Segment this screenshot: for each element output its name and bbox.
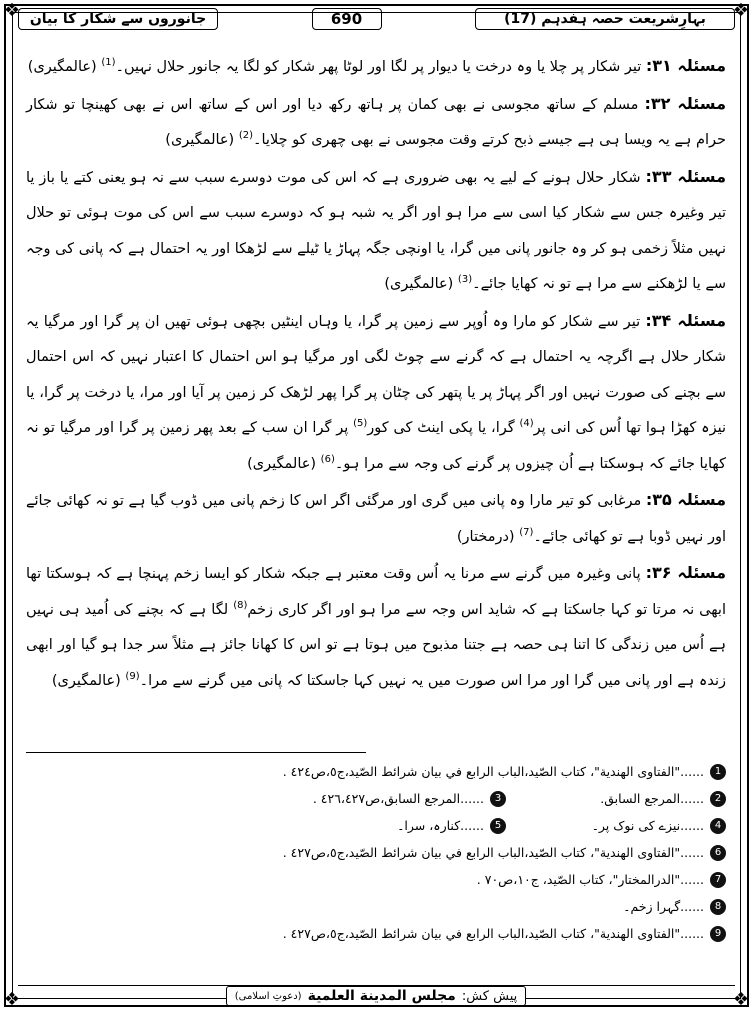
footnote-text: ......"الفتاوى الهندية"، كتاب الصّيد،الباب الرابع في بيان شرائط الصّيد،ج٥،ص٤٢٤ . bbox=[282, 764, 704, 779]
footnote-8 bbox=[26, 893, 726, 920]
footnote-ref: (9) bbox=[125, 670, 140, 682]
corner-ornament-icon: ❖ bbox=[3, 0, 21, 21]
publisher-name: مجلس المدينة العلمية bbox=[307, 988, 456, 1004]
footnote-3 bbox=[286, 791, 506, 807]
footnote-ref: (1) bbox=[101, 57, 116, 69]
footnote-text: ......"الفتاوى الهندية"، كتاب الصّيد،الباب الرابع في بيان شرائط الصّيد،ج٥،ص٤٢٧ . bbox=[282, 845, 704, 860]
footnote-text: ......گہرا زخم۔ bbox=[623, 899, 704, 914]
footnote-ref: (7) bbox=[519, 526, 534, 538]
page-number: 690 bbox=[312, 8, 382, 30]
masala-text: پانی وغیرہ میں گرنے سے مرنا یہ اُس وقت معتبر ہے جبکہ شکار کو ایسا زخم پہنچا ہے کہ ہوسکتا تھا ابھی نہ مرتا تو کہا جاسکتا ہے کہ شاید اس وجہ سے مرا ہو اور اگر کاری زخم bbox=[26, 566, 726, 618]
masala-33 bbox=[26, 159, 726, 303]
footnote-row bbox=[26, 785, 726, 812]
masala-source: (عالمگیری) bbox=[27, 59, 97, 75]
masala-34 bbox=[26, 303, 726, 483]
masala-source: (درمختار) bbox=[456, 528, 515, 545]
corner-ornament-icon: ❖ bbox=[732, 989, 750, 1010]
masala-text-2: گرا، یا پکی اینٹ کی کور bbox=[367, 420, 515, 436]
masala-source: (عالمگیری) bbox=[51, 672, 121, 689]
masala-source: (عالمگیری) bbox=[247, 455, 317, 472]
footnote-divider bbox=[26, 752, 366, 753]
masala-text-3: پر گرا ان سب کے بعد پھر زمین پر گرا اور مرگیا تو نہ کھایا جائے کہ ہوسکتا ہے اُن چیزوں پر گرنے کی وجہ سے مرا ہو۔ bbox=[26, 420, 726, 472]
footnote-ref: (5) bbox=[353, 418, 368, 430]
footnote-number: 4 bbox=[710, 818, 726, 834]
chapter-title: جانوروں سے شکار کا بیان bbox=[18, 8, 218, 30]
masala-text: مسلم کے ساتھ مجوسی نے بھی کمان پر ہاتھ رکھ دیا اور اس کے ساتھ اس نے بھی کھینچا تو شکار حرام ہے یہ ویسا ہی ہے جیسے ذبح کرتے وقت مجوسی نے بھی چھری کو چلایا۔ bbox=[26, 96, 726, 148]
footnote-text: ......"الفتاوى الهندية"، كتاب الصّيد،الباب الرابع في بيان شرائط الصّيد،ج٥،ص٤٢٧ . bbox=[282, 926, 704, 941]
main-text bbox=[26, 48, 726, 699]
masala-label: مسئلہ ۳۱: bbox=[645, 56, 726, 75]
footnote-text: ......"الدرالمختار"، كتاب الصّيد، ج١٠،ص٧٠ . bbox=[476, 872, 704, 887]
footnote-5 bbox=[286, 818, 506, 834]
footnote-number: 9 bbox=[710, 926, 726, 942]
masala-32 bbox=[26, 86, 726, 159]
corner-ornament-icon: ❖ bbox=[3, 989, 21, 1010]
book-title: بہارِشریعت حصہ ہفدہم (17) bbox=[475, 8, 735, 30]
masala-label: مسئلہ ۳۶: bbox=[645, 563, 726, 582]
footer-prefix: پیش کش: bbox=[461, 988, 518, 1004]
masala-text: تیر سے شکار کو مارا وہ اُوپر سے زمین پر گرا، یا وہاں اینٹیں بچھی ہوئی تھیں ان پر گرا اور مرگیا یہ شکار حلال ہے اگرچہ یہ احتمال ہے کہ گرنے سے چوٹ لگی اور مرگیا ہو اس احتمال کا اعتبار نہیں کہ اس احتمال سے بچنے کی صورت نہیں اور اگر پہاڑ پر یا پتھر کی چٹان پر گرا پھر لڑھک کر زمین پر آیا اور مرا، یا درخت پر گرا، یا نیزہ کھڑا ہوا تھا اُس کی انی پر bbox=[26, 313, 727, 436]
footnote-text: ......المرجع السابق. bbox=[600, 791, 704, 806]
masala-36 bbox=[26, 555, 726, 699]
corner-ornament-icon: ❖ bbox=[732, 0, 750, 21]
masala-text: شکار حلال ہونے کے لیے یہ بھی ضروری ہے کہ اس کی موت دوسرے سبب سے نہ ہو یعنی کتے یا باز یا تیر وغیرہ جس سے شکار کیا اسی سے مرا ہو اور اگر یہ شبہ ہو کہ دوسرے سبب سے اس کی موت ہوئی تو حلال نہیں مثلاً زخمی ہو کر وہ جانور پانی میں گرا، یا اونچی جگہ پہاڑ یا ٹیلے سے لڑھکا اور یہ احتمال ہے کہ پانی کی وجہ سے یا لڑھکنے سے مرا ہے تو نہ کھایا جائے۔ bbox=[26, 169, 726, 292]
masala-label: مسئلہ ۳۲: bbox=[644, 93, 726, 113]
masala-35 bbox=[26, 482, 726, 555]
page-header bbox=[18, 6, 735, 32]
masala-source: (عالمگیری) bbox=[165, 132, 235, 148]
footnote-6 bbox=[26, 839, 726, 866]
footnote-4 bbox=[506, 818, 726, 834]
masala-31 bbox=[26, 48, 726, 86]
footnote-number: 2 bbox=[710, 791, 726, 807]
footnote-ref: (6) bbox=[320, 453, 335, 465]
footnote-ref: (4) bbox=[519, 418, 534, 430]
masala-text: مرغابی کو تیر مارا وہ پانی میں گری اور مرگئی اگر اس کا زخم پانی میں ڈوب گیا ہے تو نہ کھائی جائے اور نہیں ڈوبا ہے تو کھائی جائے۔ bbox=[26, 493, 726, 545]
footnote-number: 5 bbox=[490, 818, 506, 834]
footnote-9 bbox=[26, 920, 726, 947]
masala-text-2: لگا ہے کہ بچنے کی اُمید ہی نہیں ہے اُس میں زندگی کا اتنا ہی حصہ ہے جتنا مذبوح میں ہوتا ہے تو اس کا کھانا جائز ہے مثلاً سر جدا ہو گیا اور ابھی زندہ ہے اور پانی میں گرا اور مرا اس صورت میں یہ نہیں کہا جاسکتا کہ پانی میں گرنے سے مرا۔ bbox=[26, 601, 726, 689]
publisher-footer bbox=[226, 986, 526, 1006]
masala-label: مسئلہ ۳۵: bbox=[645, 490, 727, 509]
footnote-number: 7 bbox=[710, 872, 726, 888]
footnote-ref: (2) bbox=[238, 130, 254, 142]
footnotes bbox=[26, 758, 726, 947]
footnote-row bbox=[26, 812, 726, 839]
footnote-2 bbox=[506, 791, 726, 807]
footnote-number: 6 bbox=[710, 845, 726, 861]
footnote-7 bbox=[26, 866, 726, 893]
footnote-text: ......المرجع السابق،ص٤٢٦،٤٢٧ . bbox=[312, 791, 484, 806]
masala-source: (عالمگیری) bbox=[384, 276, 454, 292]
footnote-1 bbox=[26, 758, 726, 785]
footnote-number: 3 bbox=[490, 791, 506, 807]
masala-label: مسئلہ ۳۴: bbox=[645, 310, 727, 330]
footnote-text: ......نیزے کی نوک پر۔ bbox=[591, 818, 704, 833]
footnote-ref: (3) bbox=[457, 274, 473, 286]
publisher-sub: (دعوتِ اسلامی) bbox=[234, 990, 302, 1002]
footnote-number: 8 bbox=[710, 899, 726, 915]
masala-label: مسئلہ ۳۳: bbox=[645, 166, 726, 186]
footnote-ref: (8) bbox=[233, 599, 248, 611]
footnote-text: ......کنارہ، سرا۔ bbox=[397, 818, 484, 833]
footnote-number: 1 bbox=[710, 764, 726, 780]
masala-text: تیر شکار پر چلا یا وہ درخت یا دیوار پر لگا اور لوٹا پھر شکار کو لگا یہ جانور حلال نہیں۔ bbox=[115, 59, 642, 75]
